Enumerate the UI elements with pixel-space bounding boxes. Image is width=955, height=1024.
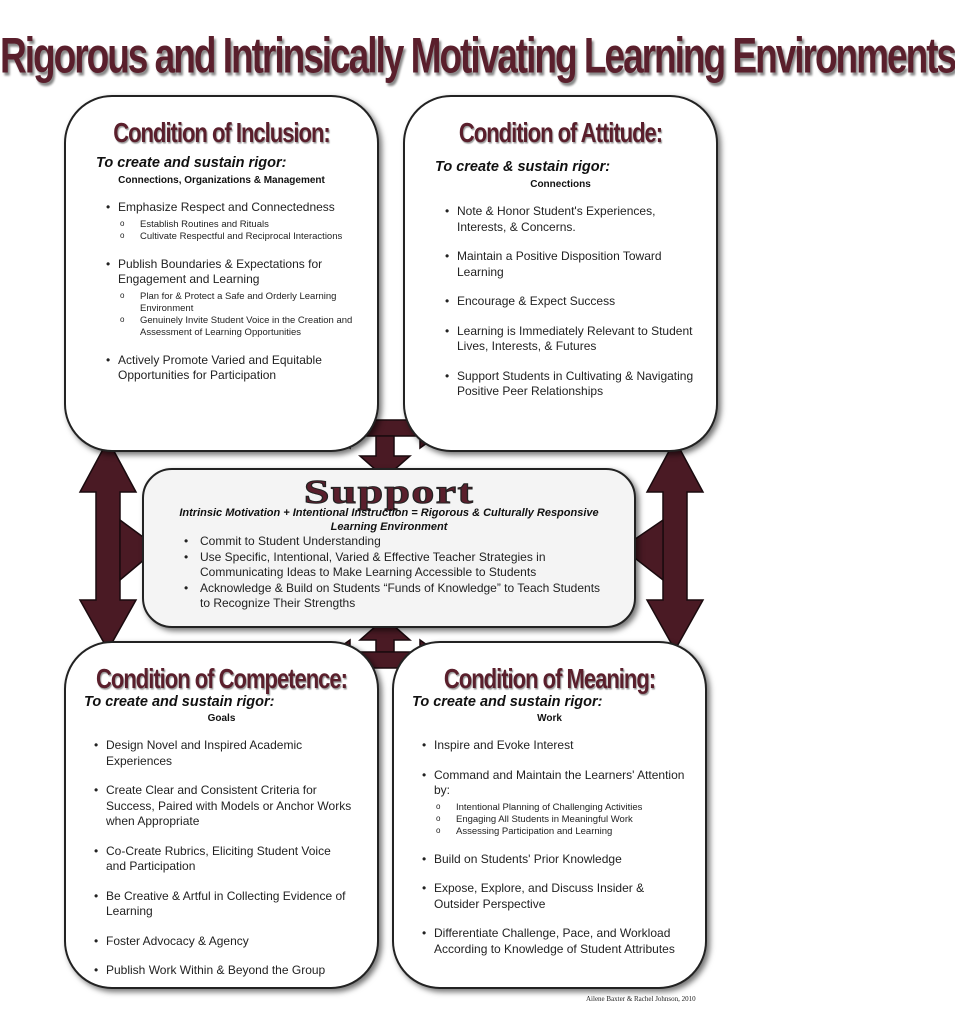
- list-item: • Maintain a Positive Disposition Toward Learning: [443, 249, 705, 280]
- meaning-subheading: To create and sustain rigor:: [412, 694, 603, 710]
- meaning-panel: [392, 641, 707, 989]
- list-item: • Note & Honor Student's Experiences, Interests, & Concerns.: [443, 204, 705, 235]
- competence-list: [92, 738, 354, 993]
- sub-item: o Assessing Participation and Learning: [434, 826, 690, 838]
- inclusion-panel: [64, 95, 379, 452]
- support-heading: Support: [303, 474, 475, 511]
- support-equation: Intrinsic Motivation + Intentional Instruction = Rigorous & Culturally Responsive Learning Environment: [179, 507, 599, 533]
- attitude-heading: Condition of Attitude:: [458, 117, 663, 149]
- list-item: • Actively Promote Varied and Equitable Opportunities for Participation: [104, 353, 366, 384]
- list-item: • Create Clear and Consistent Criteria for Success, Paired with Models or Anchor Works when Appropriate: [92, 783, 354, 830]
- meaning-list: [420, 738, 690, 971]
- meaning-heading: Condition of Meaning:: [443, 663, 656, 695]
- competence-panel: [64, 641, 379, 989]
- list-item: • Co-Create Rubrics, Eliciting Student Voice and Participation: [92, 844, 354, 875]
- inclusion-subheading: To create and sustain rigor:: [96, 155, 287, 171]
- list-item: • Design Novel and Inspired Academic Experiences: [92, 738, 354, 769]
- meaning-focus: Work: [537, 713, 562, 724]
- inclusion-heading: Condition of Inclusion:: [113, 117, 330, 149]
- list-item: • Command and Maintain the Learners' Attention by: o Intentional Planning of Challenging Activities o Engaging All Students in Meaningful Work o Assessing Participation and Learning: [420, 768, 690, 838]
- sub-item: o Engaging All Students in Meaningful Work: [434, 814, 690, 826]
- page-title: Rigorous and Intrinsically Motivating Learning Environments: [0, 28, 955, 84]
- list-item: • Differentiate Challenge, Pace, and Workload According to Knowledge of Student Attributes: [420, 926, 690, 957]
- list-item: • Be Creative & Artful in Collecting Evidence of Learning: [92, 889, 354, 920]
- competence-subheading: To create and sustain rigor:: [84, 694, 275, 710]
- sub-item: o Plan for & Protect a Safe and Orderly Learning Environment: [118, 291, 366, 315]
- attitude-focus: Connections: [530, 179, 591, 190]
- support-panel: [142, 468, 636, 628]
- list-item: • Emphasize Respect and Connectedness o Establish Routines and Rituals o Cultivate Respectful and Reciprocal Interactions: [104, 200, 366, 243]
- sub-item: o Establish Routines and Rituals: [118, 219, 366, 231]
- attitude-subheading: To create & sustain rigor:: [435, 159, 611, 175]
- inclusion-focus: Connections, Organizations & Management: [118, 175, 325, 186]
- support-list: [182, 534, 602, 612]
- list-item: • Publish Work Within & Beyond the Group: [92, 963, 354, 979]
- list-item: • Support Students in Cultivating & Navigating Positive Peer Relationships: [443, 369, 705, 400]
- competence-heading: Condition of Competence:: [96, 663, 347, 695]
- list-item: • Build on Students' Prior Knowledge: [420, 852, 690, 868]
- list-item: • Acknowledge & Build on Students “Funds of Knowledge” to Teach Students to Recognize Their Strengths: [182, 581, 602, 612]
- competence-focus: Goals: [207, 713, 236, 724]
- list-item: • Foster Advocacy & Agency: [92, 934, 354, 950]
- list-item: • Expose, Explore, and Discuss Insider & Outsider Perspective: [420, 881, 690, 912]
- inclusion-list: [104, 200, 366, 398]
- list-item: • Encourage & Expect Success: [443, 294, 705, 310]
- sub-item: o Cultivate Respectful and Reciprocal Interactions: [118, 231, 366, 243]
- list-item: • Commit to Student Understanding: [182, 534, 602, 550]
- attitude-list: [443, 204, 705, 414]
- list-item: • Publish Boundaries & Expectations for Engagement and Learning o Plan for & Protect a Safe and Orderly Learning Environment o Genuinely Invite Student Voice in the Creation and Assessment of Learning Opportunities: [104, 257, 366, 339]
- list-item: • Use Specific, Intentional, Varied & Effective Teacher Strategies in Communicating Ideas to Make Learning Accessible to Students: [182, 550, 602, 581]
- sub-item: o Genuinely Invite Student Voice in the Creation and Assessment of Learning Opportunities: [118, 315, 366, 339]
- list-item: • Learning is Immediately Relevant to Student Lives, Interests, & Futures: [443, 324, 705, 355]
- author-credit: Ailene Baxter & Rachel Johnson, 2010: [586, 995, 696, 1003]
- list-item: • Inspire and Evoke Interest: [420, 738, 690, 754]
- sub-item: o Intentional Planning of Challenging Activities: [434, 802, 690, 814]
- attitude-panel: [403, 95, 718, 452]
